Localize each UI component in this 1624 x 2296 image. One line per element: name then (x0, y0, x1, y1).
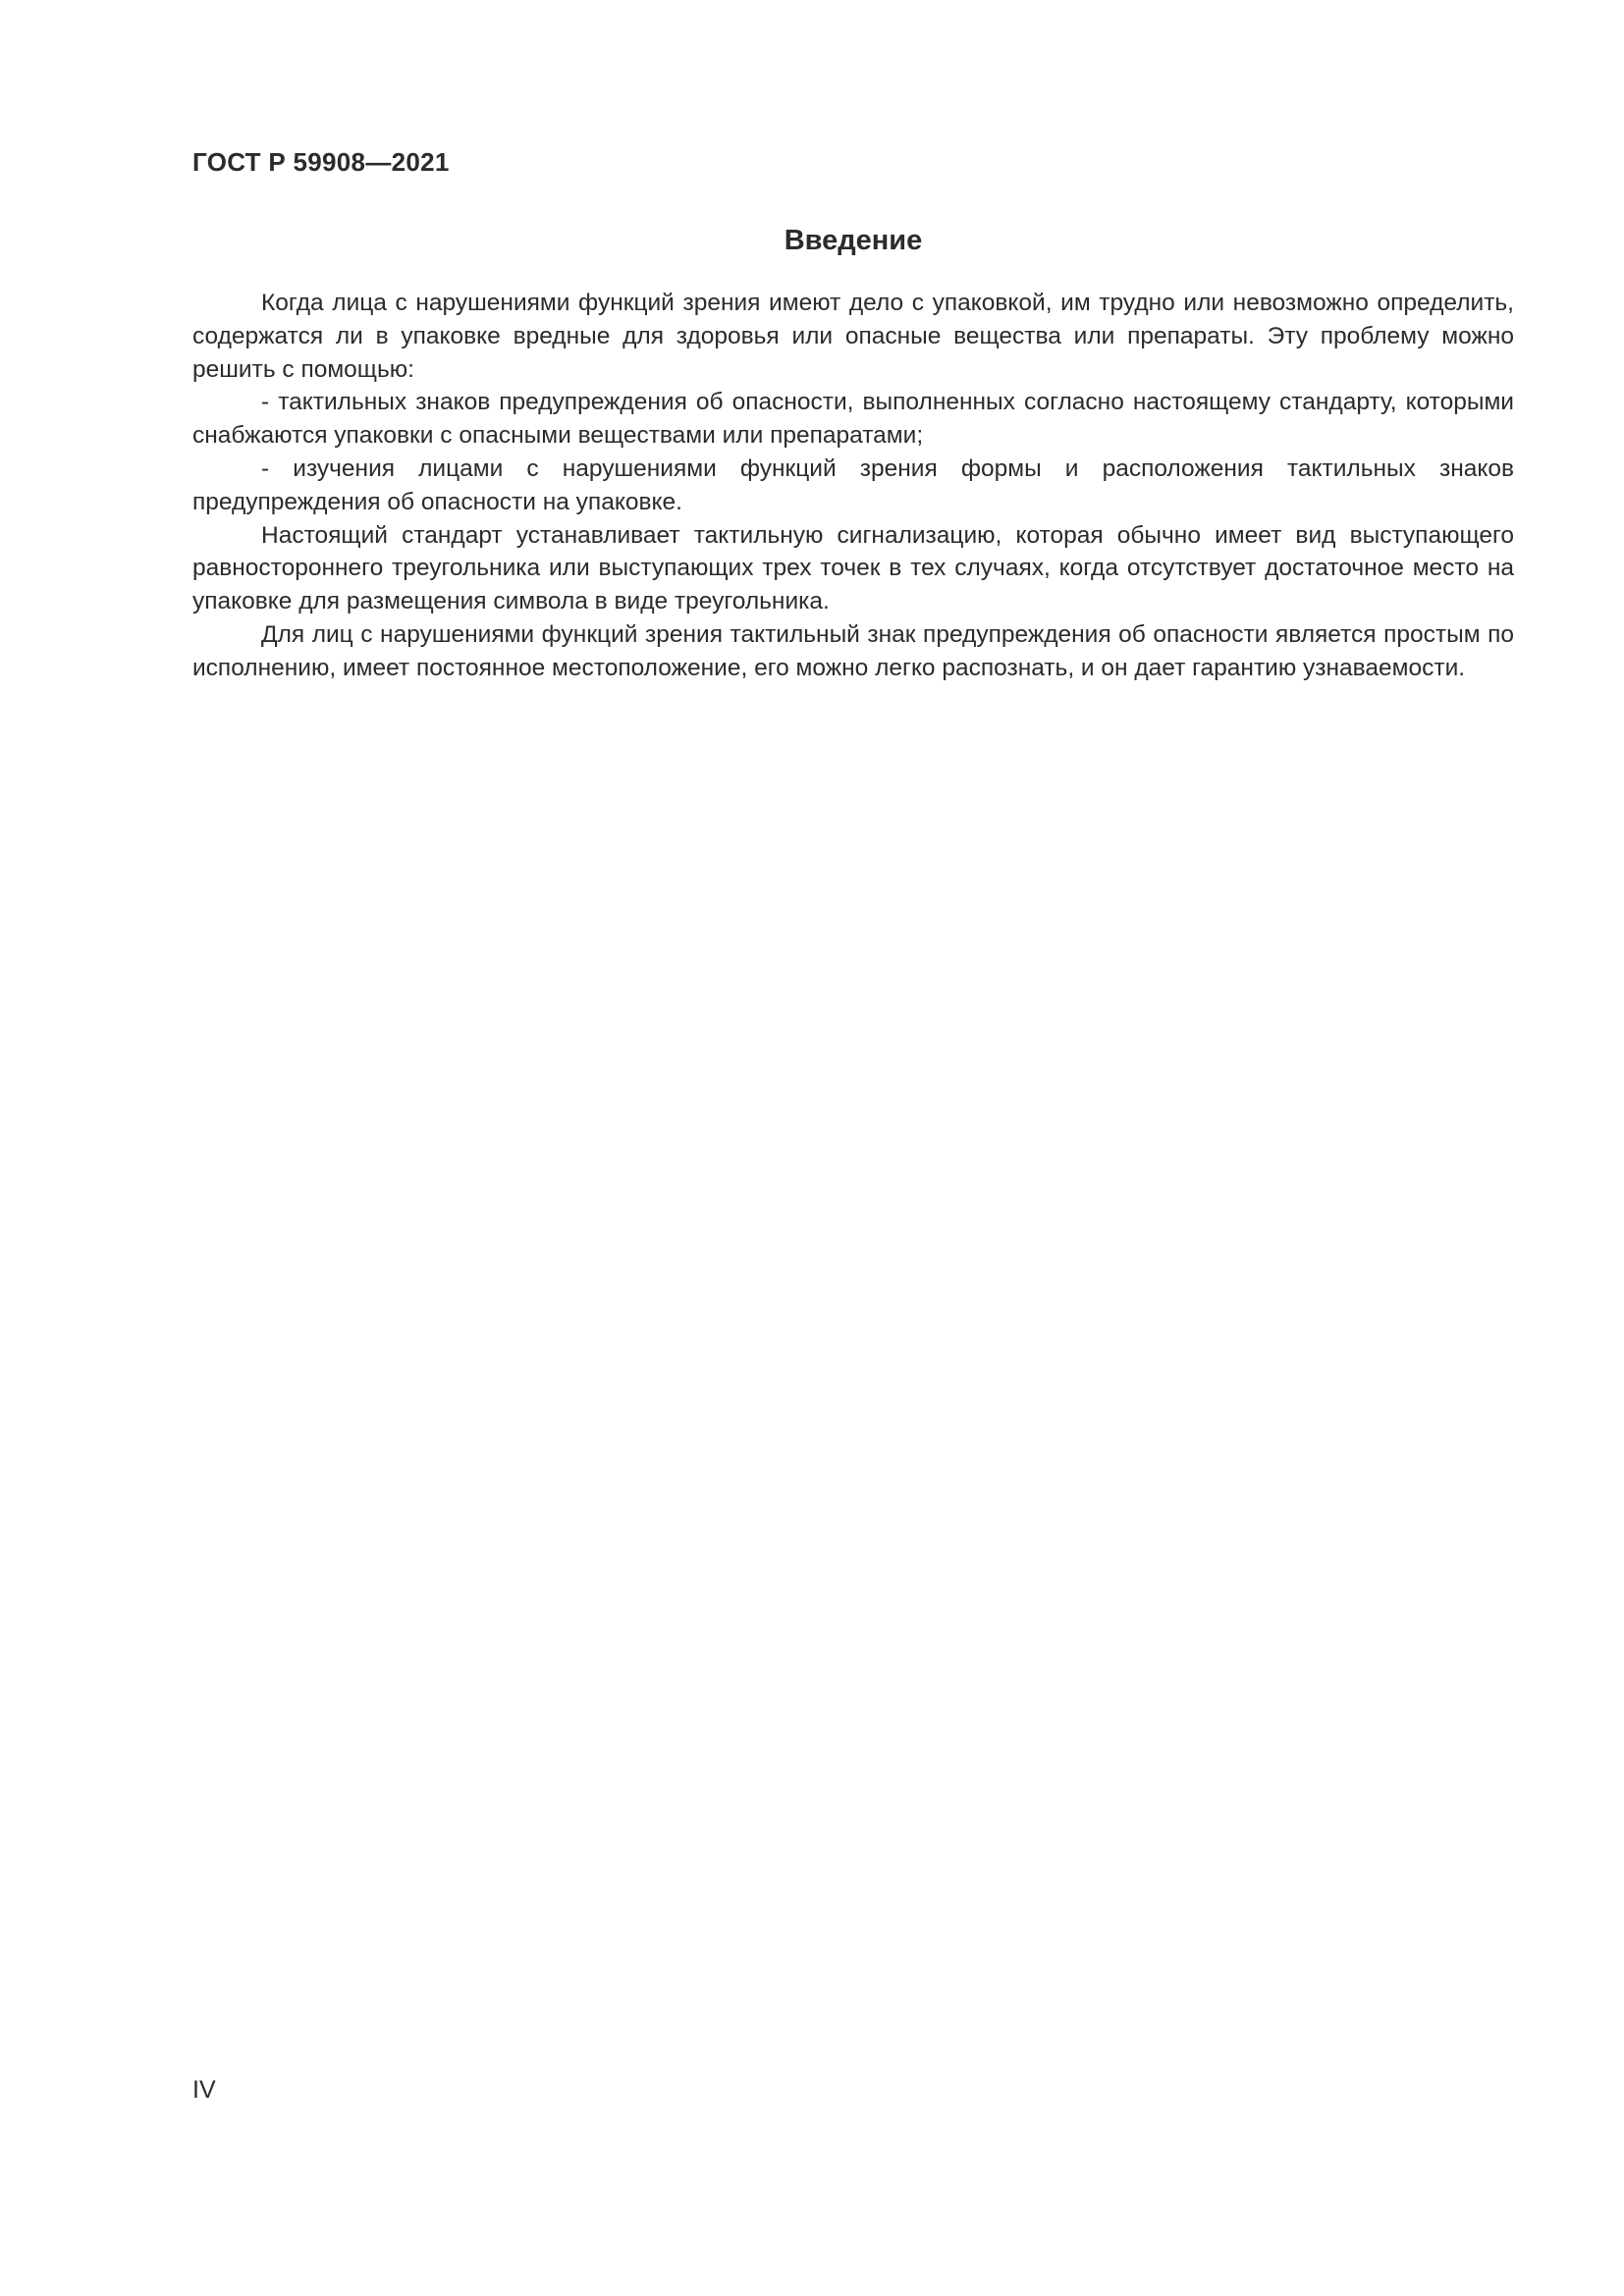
section-title: Введение (784, 225, 923, 256)
page-number: IV (192, 2076, 216, 2104)
paragraph: Когда лица с нарушениями функций зрения имеют дело с упаковкой, им трудно или невозможно определить, содержатся ли в упаковке вредные для здоровья или опасные вещества или препараты. Эту проблему можно решить с помощью: (192, 290, 1514, 383)
body-text (192, 287, 1514, 685)
paragraph: - тактильных знаков предупреждения об опасности, выполненных согласно настоящему стандарту, которыми снабжаются упаковки с опасными веществами или препаратами; (192, 389, 1514, 450)
document-header: ГОСТ Р 59908—2021 (192, 147, 450, 177)
paragraph: - изучения лицами с нарушениями функций зрения формы и расположения тактильных знаков предупреждения об опасности на упаковке. (192, 454, 1514, 515)
paragraph: Настоящий стандарт устанавливает тактильную сигнализацию, которая обычно имеет вид выступающего равностороннего треугольника или выступающих трех точек в тех случаях, когда отсутствует достаточное место на упаковке для размещения символа в виде треугольника. (192, 521, 1514, 615)
paragraph: Для лиц с нарушениями функций зрения тактильный знак предупреждения об опасности является простым по исполнению, имеет постоянное местоположение, его можно легко распознать, и он дает гарантию узнаваемости. (192, 620, 1514, 681)
